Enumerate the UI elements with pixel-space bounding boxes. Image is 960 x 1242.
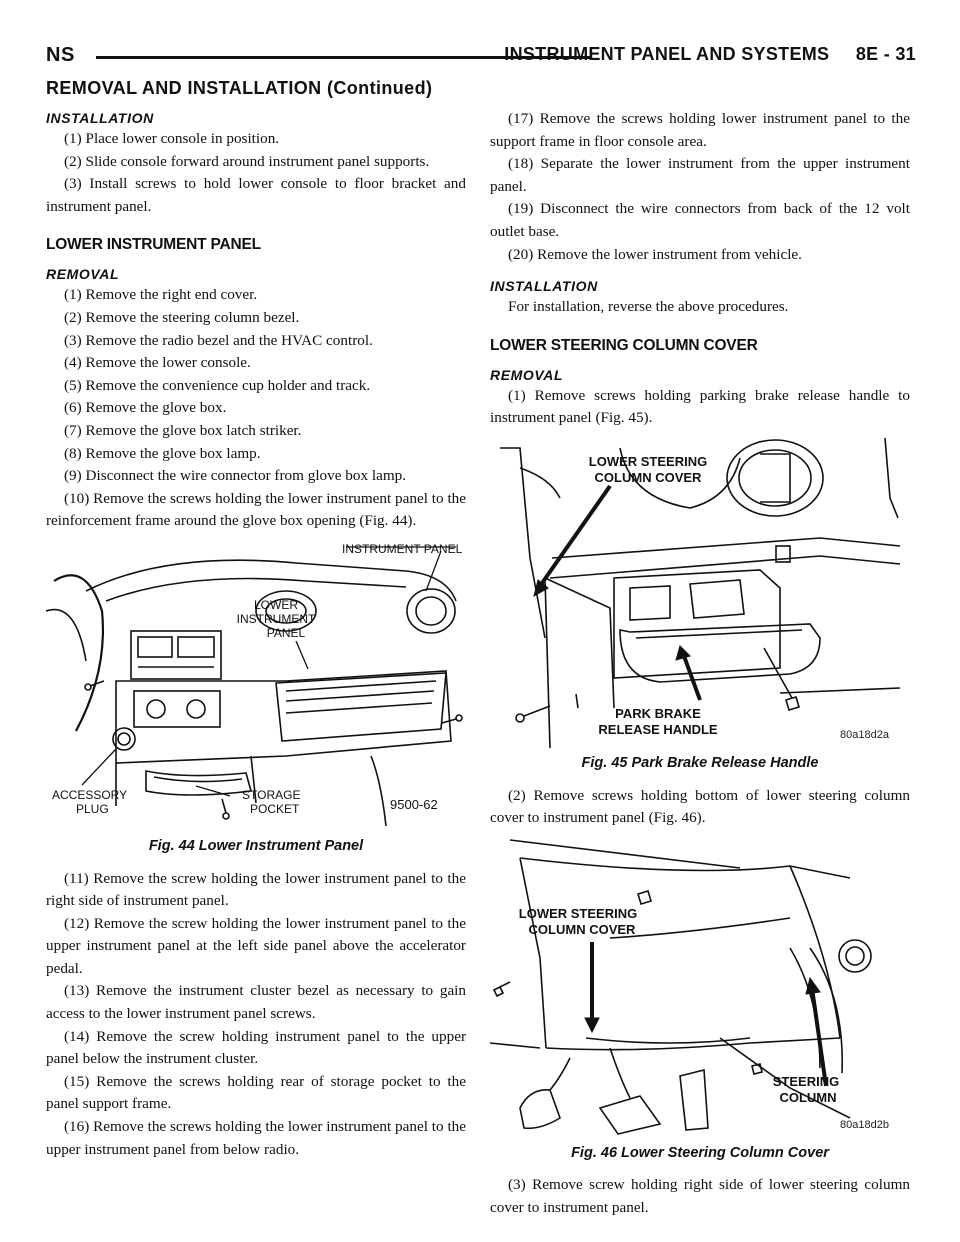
removal-step-13: (13) Remove the instrument cluster bezel as necessary to gain access to the lower instrument panel screws. [46, 982, 466, 1023]
fig44-label-storage-2: POCKET [250, 801, 300, 816]
removal-step-5: (5) Remove the convenience cup holder and track. [64, 376, 371, 394]
fig46-label-column-1: STEERING [772, 1073, 840, 1089]
fig44-label-storage-1: STORAGE [242, 787, 301, 802]
fig44-label-accessory-2: PLUG [76, 801, 109, 816]
removal-step-16: (16) Remove the screws holding the lower instrument panel to the upper instrument panel from below radio. [46, 1118, 466, 1158]
right-column [490, 108, 910, 1220]
fig46-label-column-2: COLUMN [779, 1089, 837, 1105]
left-column [46, 108, 466, 1161]
fig45-illustration [490, 438, 910, 748]
removal-step-11: (11) Remove the screw holding the lower instrument panel to the right side of instrument panel. [46, 869, 466, 910]
fig45-label-cover-1: LOWER STEERING [588, 453, 708, 469]
fig45-label-handle-2: RELEASE HANDLE [598, 721, 718, 737]
removal-step-12: (12) Remove the screw holding the lower instrument panel to the upper instrument panel at the left side panel above the accelerator pedal. [46, 914, 466, 977]
fig46-label-cover-1: LOWER STEERING [518, 905, 638, 921]
removal-heading-2: REMOVAL [490, 366, 564, 383]
fig46-illustration [490, 838, 910, 1138]
install-step-3: (3) Install screws to hold lower console to floor bracket and instrument panel. [46, 175, 466, 215]
removal-step-19: (19) Disconnect the wire connectors from back of the 12 volt outlet base. [490, 200, 910, 240]
cover-removal-step-2: (2) Remove screws holding bottom of lower steering column cover to instrument panel (Fig. 46). [490, 786, 910, 827]
removal-step-2: (2) Remove the steering column bezel. [64, 308, 300, 326]
fig44-label-instrument-panel: INSTRUMENT PANEL [342, 541, 463, 556]
fig44-illustration [46, 541, 466, 831]
header-model-code: NS [46, 44, 75, 66]
install-step-2: (2) Slide console forward around instrument panel supports. [64, 152, 430, 170]
fig45-code: 80a18d2a [840, 728, 889, 741]
installation-heading-2: INSTALLATION [490, 278, 598, 295]
fig44-caption: Fig. 44 Lower Instrument Panel [148, 837, 364, 854]
fig44-label-accessory-1: ACCESSORY [52, 787, 128, 802]
removal-step-20: (20) Remove the lower instrument from vehicle. [508, 245, 802, 263]
removal-step-14: (14) Remove the screw holding instrument panel to the upper panel below the instrument cluster. [46, 1027, 466, 1068]
fig45-label-handle-1: PARK BRAKE [615, 705, 701, 721]
figure-45 [490, 438, 910, 775]
install-step-1: (1) Place lower console in position. [64, 130, 280, 147]
removal-step-17: (17) Remove the screws holding lower instrument panel to the support frame in floor console area. [490, 110, 910, 150]
figure-46 [490, 838, 910, 1165]
cover-removal-step-3: (3) Remove screw holding right side of lower steering column cover to instrument panel. [490, 1176, 910, 1216]
removal-step-8: (8) Remove the glove box lamp. [64, 444, 261, 462]
fig46-caption: Fig. 46 Lower Steering Column Cover [571, 1144, 829, 1161]
fig44-label-lower-2: INSTRUMENT [236, 611, 316, 626]
page-header [46, 44, 916, 70]
removal-step-9: (9) Disconnect the wire connector from glove box lamp. [64, 467, 407, 485]
removal-step-7: (7) Remove the glove box latch striker. [64, 421, 302, 439]
fig44-label-lower-1: LOWER [253, 597, 299, 612]
removal-step-15: (15) Remove the screws holding rear of storage pocket to the panel support frame. [46, 1072, 466, 1113]
fig46-code: 80a18d2b [840, 1118, 889, 1131]
header-section-title: INSTRUMENT PANEL AND SYSTEMS 8E - 31 [504, 44, 916, 64]
fig45-label-cover-2: COLUMN COVER [594, 469, 702, 485]
fig44-label-lower-3: PANEL [266, 625, 306, 640]
continued-title: REMOVAL AND INSTALLATION (Continued) [46, 78, 433, 98]
fig44-code: 9500-62 [390, 796, 438, 812]
removal-step-3: (3) Remove the radio bezel and the HVAC control. [64, 331, 373, 349]
removal-step-4: (4) Remove the lower console. [64, 354, 251, 372]
fig45-caption: Fig. 45 Park Brake Release Handle [581, 754, 819, 771]
installation-text: For installation, reverse the above procedures. [508, 298, 789, 316]
removal-step-10: (10) Remove the screws holding the lower instrument panel to the reinforcement frame around the glove box opening (Fig. 44). [46, 489, 466, 530]
cover-removal-step-1: (1) Remove screws holding parking brake release handle to instrument panel (Fig. 45). [490, 386, 910, 427]
section-title-lower-instrument-panel: LOWER INSTRUMENT PANEL [46, 236, 261, 254]
section-title-lower-steering-column-cover: LOWER STEERING COLUMN COVER [490, 336, 758, 354]
figure-44 [46, 541, 466, 858]
installation-heading: INSTALLATION [46, 110, 154, 126]
removal-step-1: (1) Remove the right end cover. [64, 286, 258, 304]
fig46-label-cover-2: COLUMN COVER [528, 921, 636, 937]
removal-step-18: (18) Separate the lower instrument from the upper instrument panel. [490, 155, 910, 195]
removal-step-6: (6) Remove the glove box. [64, 399, 227, 417]
removal-heading: REMOVAL [46, 266, 120, 283]
